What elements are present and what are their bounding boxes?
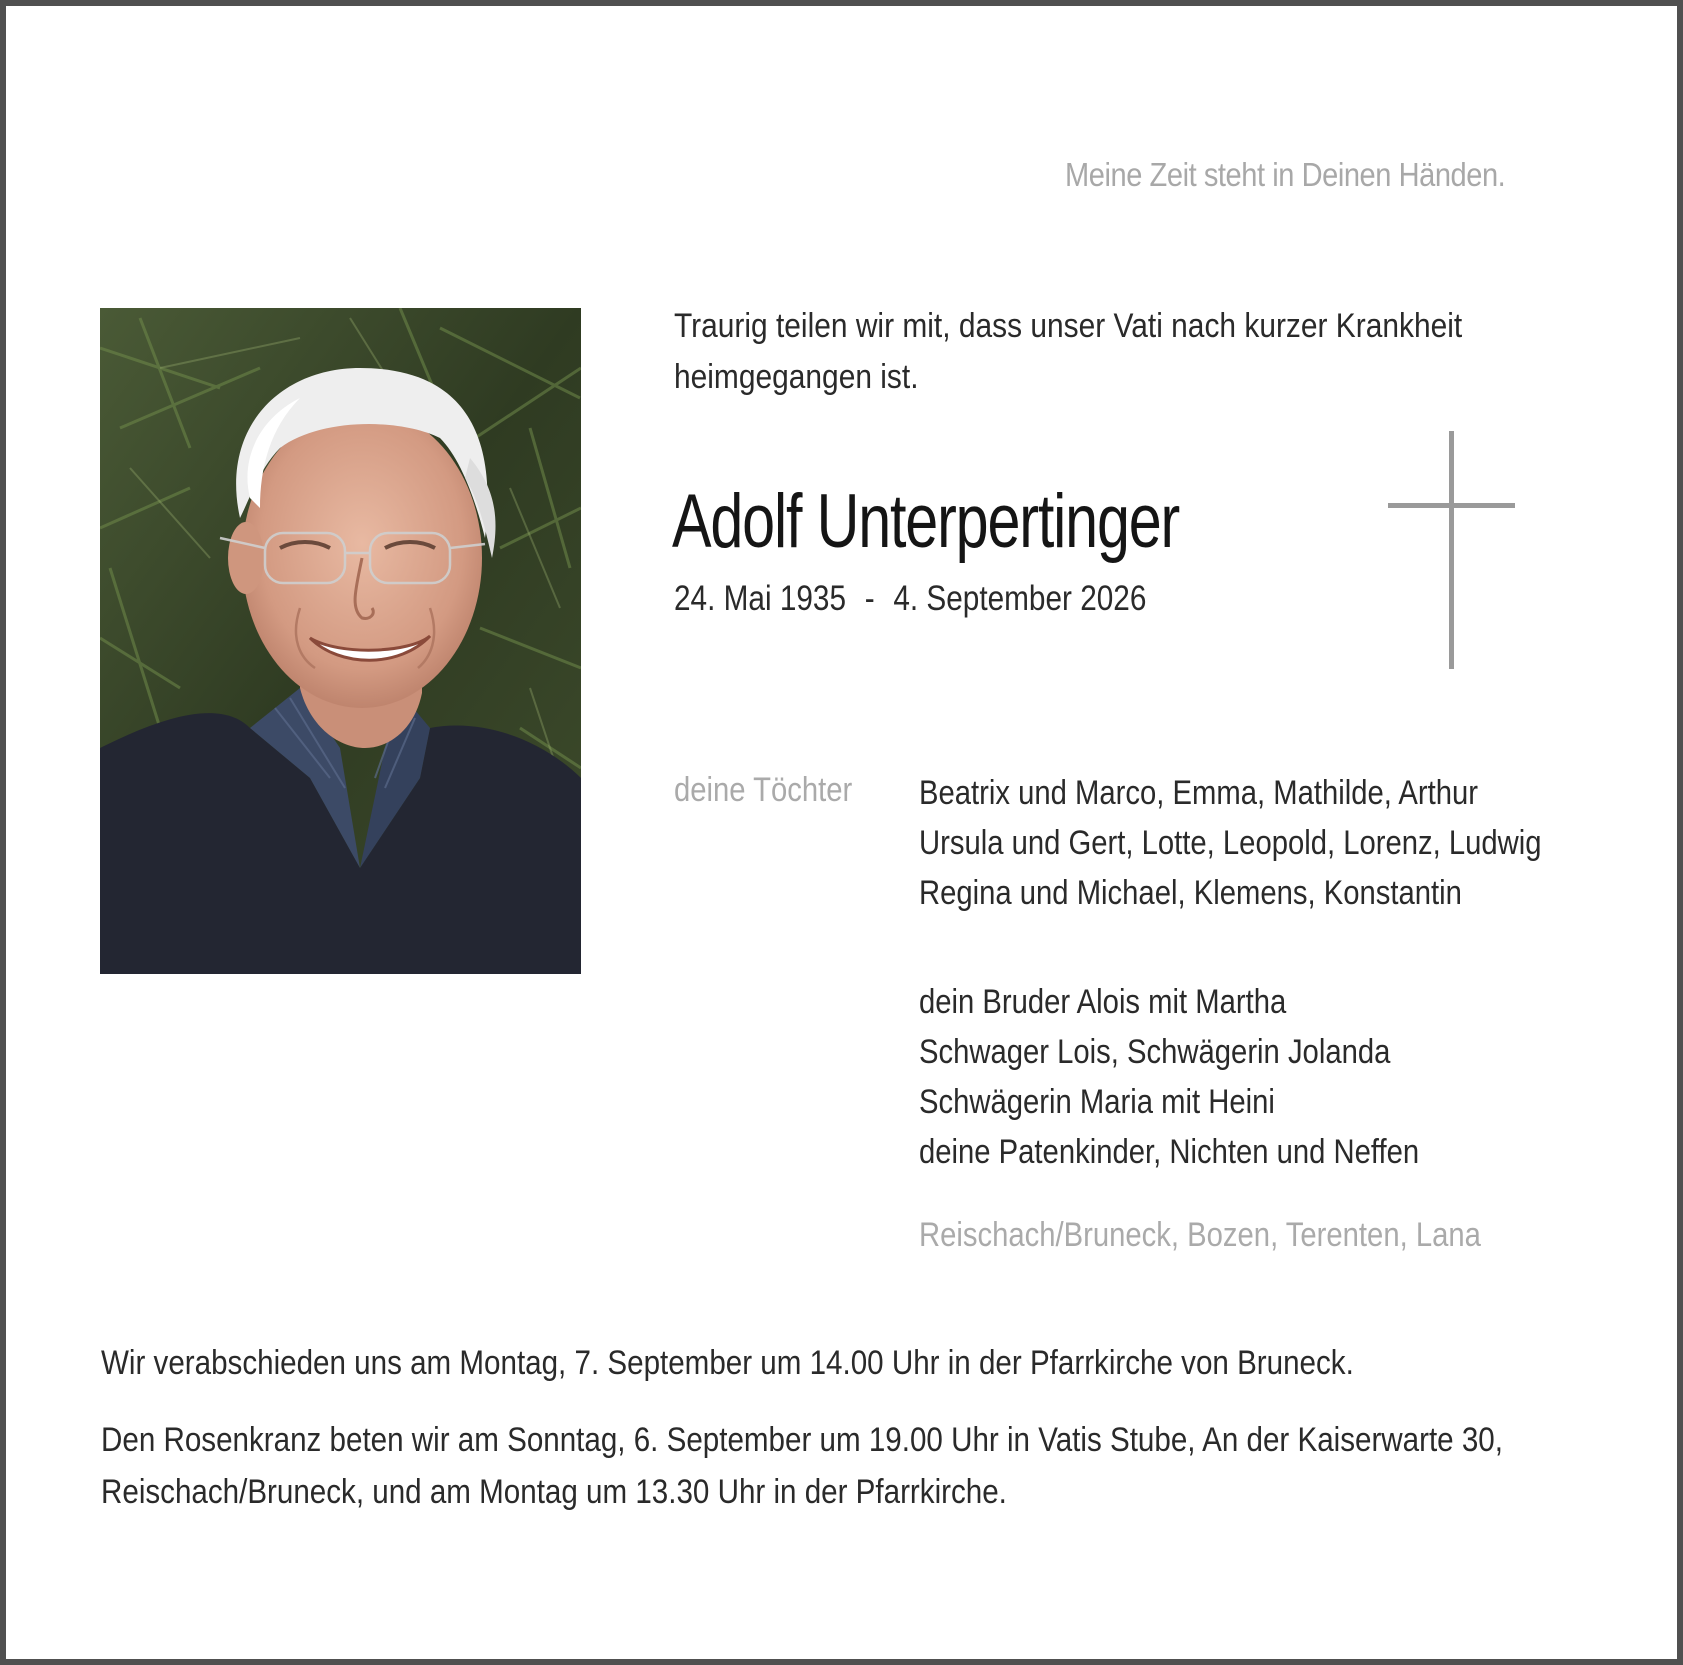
date-separator: - [864, 579, 875, 618]
announcement-line: Traurig teilen wir mit, dass unser Vati nach kurzer Krankheit [674, 307, 1463, 345]
farewell-service-text: Wir verabschieden uns am Montag, 7. September um 14.00 Uhr in der Pfarrkirche von Bruneck. [101, 1344, 1354, 1382]
list-item: dein Bruder Alois mit Martha [919, 983, 1287, 1021]
rosary-line: Reischach/Bruneck, und am Montag um 13.30 Uhr in der Pfarrkirche. [101, 1473, 1007, 1511]
portrait-illustration [100, 308, 581, 974]
motto-quote: Meine Zeit steht in Deinen Händen. [1064, 156, 1505, 193]
deceased-name: Adolf Unterpertinger [672, 479, 1180, 564]
rosary-line: Den Rosenkranz beten wir am Sonntag, 6. September um 19.00 Uhr in Vatis Stube, An der Kaiserwarte 30, [101, 1421, 1503, 1459]
daughters-label: deine Töchter [674, 771, 853, 809]
list-item: deine Patenkinder, Nichten und Neffen [919, 1133, 1420, 1171]
list-item: Beatrix und Marco, Emma, Mathilde, Arthur [919, 774, 1479, 812]
list-item: Schwager Lois, Schwägerin Jolanda [919, 1033, 1391, 1071]
family-places: Reischach/Bruneck, Bozen, Terenten, Lana [919, 1216, 1481, 1254]
announcement-line: heimgegangen ist. [674, 358, 919, 396]
list-item: Schwägerin Maria mit Heini [919, 1083, 1275, 1121]
rosary-text [101, 1414, 1503, 1518]
cross-vertical-bar [1449, 431, 1454, 669]
cross-horizontal-bar [1388, 503, 1515, 508]
daughters-list [919, 768, 1542, 918]
portrait-photo [100, 308, 581, 974]
list-item: Regina und Michael, Klemens, Konstantin [919, 874, 1462, 912]
life-dates [674, 579, 1146, 619]
relatives-list [919, 977, 1419, 1177]
death-date: 4. September 2026 [893, 579, 1147, 618]
list-item: Ursula und Gert, Lotte, Leopold, Lorenz, Ludwig [919, 824, 1542, 862]
cross-icon [1386, 431, 1516, 671]
announcement-text [674, 301, 1463, 403]
birth-date: 24. Mai 1935 [674, 579, 847, 618]
